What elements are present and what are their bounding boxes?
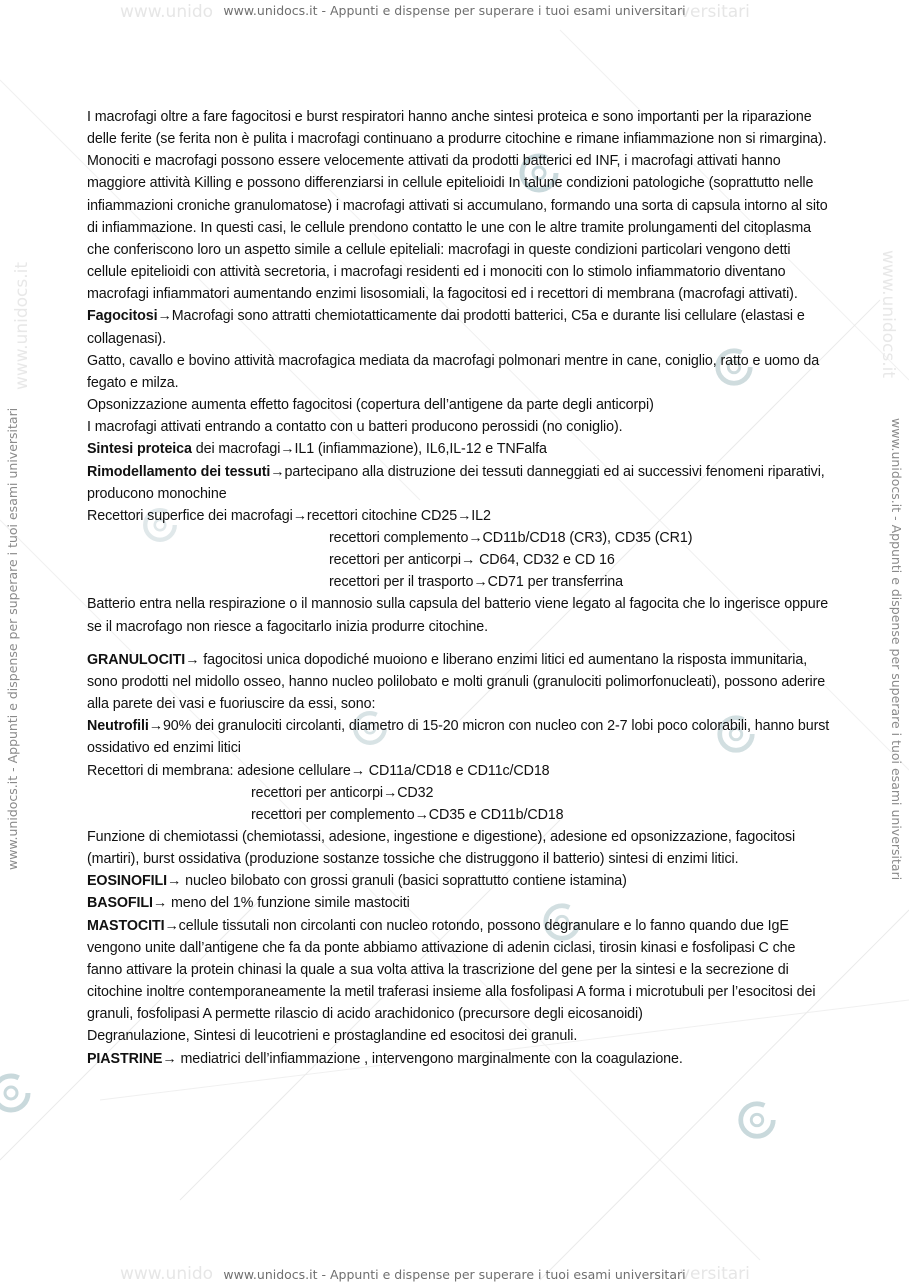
arrow-icon: →: [468, 529, 483, 546]
receptor-line: [87, 549, 832, 571]
arrow-icon: →: [414, 806, 429, 823]
watermark-side-ghost-left: www.unidocs.it: [12, 261, 32, 390]
arrow-icon: →: [148, 718, 163, 735]
arrow-icon: →: [167, 873, 182, 890]
bold-term: PIASTRINE: [87, 1050, 163, 1067]
paragraph: [87, 715, 832, 759]
paragraph: Degranulazione, Sintesi di leucotrieni e prostaglandine ed esocitosi dei granuli.: [87, 1028, 578, 1045]
bold-term: EOSINOFILI: [87, 873, 168, 890]
paragraph: [87, 305, 832, 349]
bold-term: GRANULOCITI: [87, 651, 186, 668]
arrow-icon: →: [185, 651, 200, 668]
arrow-icon: →: [280, 441, 295, 458]
receptor-text: recettori complemento: [329, 529, 469, 546]
arrow-icon: →: [270, 463, 285, 480]
watermark-side-ghost-right: www.unidocs.it: [878, 250, 898, 379]
receptor-line: [87, 760, 832, 782]
receptor-text: recettori per il trasporto: [329, 574, 474, 591]
document-page: www.unido versitari www.unidocs.it - Appunti e dispense per superare i tuoi esami universitari www.unido versitari www.unidocs.it - Appunti e dispense per superare i tuoi esami universitari www.unidocs.it - Appunti e dispense per superare i tuoi esami universitari www.unidocs.it - Appunti e dispense per superare i tuoi esami universitari www.unidocs.it www.unidocs.it I macrofagi oltre a fare fagocitosi e burst respiratori hanno anche sintesi proteica e sono importanti per la riparazione delle ferite (se ferita non è pulita i macrofagi continuano a produrre citochine e rimane infiammazione non si rimargina). Monociti e macrofagi possono essere velocemente attivati da prodotti batterici ed INF, i macrofagi attivati hanno maggiore attività Killing e possono differenziarsi in cellule epitelioidi In talune condizioni patologiche (soprattutto nelle infiammazioni croniche granulomatose) i macrofagi attivati si accumulano, formando una sorta di capsula intorno al sito di infiammazione. In questi casi, le cellule prendono contatto le une con le altre tramite prolungamenti del citoplasma che conferiscono loro un aspetto simile a cellule epiteliali: macrofagi in queste condizioni particolari vengono detti cellule epitelioidi con attività secretoria, i macrofagi residenti ed i monociti con lo stimolo infiammatorio diventano macrofagi infiammatori aumentando enzimi lisosomiali, la fagocitosi ed i recettori di membrana (macrofagi attivati). Fagocitosi→Macrofagi sono attratti chemiotatticamente dai prodotti batterici, C5a e durante lisi cellulare (elastasi e collagenasi). Gatto, cavallo e bovino attività macrofagica mediata da macrofagi polmonari mentre in cane, coniglio, ratto e uomo da fegato e milza. Opsonizzazione aumenta effetto fagocitosi (copertura dell’antigene da parte degli anticorpi) I macrofagi attivati entrando a contatto con u batteri producono perossidi (no coniglio). Sintesi proteica dei macrofagi→IL1 (infiammazione), IL6,IL-12 e TNFalfa Rimodellamento dei tessuti→partecipano alla distruzione dei tessuti danneggiati ed ai successivi fenomeni riparativi, producono monochine Recettori superfice dei macrofagi→recettori citochine CD25→IL2 recettori complemento→CD11b/CD18 (CR3), CD35 (CR1) recettori per anticorpi→ CD64, CD32 e CD 16 recettori per il trasporto→CD71 per transferrina Batterio entra nella respirazione o il mannosio sulla capsula del batterio viene legato al fagocita che lo ingerisce oppure se il macrofago non riesce a fagocitarlo inizia produrre citochine. GRANULOCITI→ fagocitosi unica dopodiché muoiono e liberano enzimi litici ed aumentano la risposta immunitaria, sono prodotti nel midollo osseo, hanno nucleo polilobato e molti granuli (granulociti polimorfonucleati), possono aderire alla parete dei vasi e fuoriuscire da essi, sono: Neutrofili→90% dei granulociti circolanti, diametro di 15-20 micron con nucleo con 2-7 lobi poco colorabili, hanno burst ossidativo ed enzimi litici Recettori di membrana: adesione cellulare→ CD11a/CD18 e CD11c/CD18 recettori per anticorpi→CD32 recettori per complemento→CD35 e CD11b/CD18 Funzione di chemiotassi (chemiotassi, adesione, ingestione e digestione), adesione ed opsonizzazione, fagocitosi (martiri), burst ossidativa (produzione sostanze tossiche che distruggono il batterio) sintesi di enzimi litici. EOSINOFILI→ nucleo bilobato con grossi granuli (basici soprattutto contiene istamina) BASOFILI→ meno del 1% funzione simile mastociti MASTOCITI→cellule tissutali non circolanti con nucleo rotondo, possono degranulare e lo fanno quando due IgE vengono unite dall’antigene che fa da ponte abbiamo attivazione di adenin ciclasi, tirosin kinasi e fosfolipasi C che fanno attivare la protein chinasi la quale a sua volta attiva la trascrizione del gene per la sintesi e la secrezione di citochine inoltre contemporaneamente la metil traferasi insieme alla fosfolipasi A forma i microtubuli per l’esocitosi dei granuli, fosfolipasi A permette rilascio di acido arachidonico (precursore degli eicosanoidi) Degranulazione, Sintesi di leucotrieni e prostaglandine ed esocitosi dei granuli. PIASTRINE→ mediatrici dell’infiammazione , intervengono marginalmente con la coagulazione.: [0, 0, 909, 1286]
paragraph: Batterio entra nella respirazione o il mannosio sulla capsula del batterio viene legato al fagocita che lo ingerisce oppure se il macrofago non riesce a fagocitarlo inizia produrre citochine.: [87, 596, 829, 635]
paragraph: Monociti e macrofagi possono essere velocemente attivati da prodotti batterici ed INF, i macrofagi attivati hanno maggiore attività Killing e possono differenziarsi in cellule epitelioidi In talune condizioni patologiche (soprattutto nelle infiammazioni croniche granulomatose) i macrofagi attivati si accumulano, formando una sorta di capsula intorno al sito di infiammazione. In questi casi, le cellule prendono contatto le une con le altre tramite prolungamenti del citoplasma che conferiscono loro un aspetto simile a cellule epiteliali: macrofagi in queste condizioni particolari vengono detti cellule epitelioidi con attività secretoria, i macrofagi residenti ed i monociti con lo stimolo infiammatorio diventano macrofagi infiammatori aumentando enzimi lisosomiali, la fagocitosi ed i recettori di membrana (macrofagi attivati).: [87, 153, 828, 303]
watermark-banner-top: [0, 3, 909, 18]
arrow-icon: →: [457, 507, 472, 524]
arrow-icon: →: [473, 574, 488, 591]
receptor-line: [87, 505, 832, 527]
receptor-heading: Recettori di membrana: adesione cellulare: [87, 762, 351, 779]
arrow-icon: →: [461, 552, 476, 569]
paragraph: [87, 649, 832, 715]
watermark-text: www.unidocs.it - Appunti e dispense per superare i tuoi esami universitari: [223, 1267, 686, 1282]
unidocs-logo-icon: [0, 1070, 34, 1116]
paragraph-text: mediatrici dell’infiammazione , intervengono marginalmente con la coagulazione.: [176, 1050, 683, 1067]
paragraph-text: partecipano alla distruzione dei tessuti danneggiati ed ai successivi fenomeni riparativi, producono monochine: [87, 463, 825, 502]
paragraph: Funzione di chemiotassi (chemiotassi, adesione, ingestione e digestione), adesione ed opsonizzazione, fagocitosi (martiri), burst ossidativa (produzione sostanze tossiche che distruggono il batterio) sintesi di enzimi litici.: [87, 829, 796, 868]
receptor-line: [87, 782, 832, 804]
arrow-icon: →: [152, 895, 168, 912]
receptor-text: recettori per anticorpi: [251, 784, 383, 801]
paragraph: [87, 438, 832, 460]
receptor-text: recettori citochine CD25: [306, 507, 458, 524]
bold-term: Neutrofili: [87, 718, 149, 735]
arrow-icon: →: [157, 308, 172, 325]
paragraph: [87, 461, 832, 505]
receptor-heading: Recettori superfice dei macrofagi: [87, 507, 293, 524]
paragraph-text: 90% dei granulociti circolanti, diametro di 15-20 micron con nucleo con 2-7 lobi poco colorabili, hanno burst ossidativo ed enzimi litici: [87, 718, 830, 757]
paragraph-text: nucleo bilobato con grossi granuli (basici soprattutto contiene istamina): [181, 873, 627, 890]
paragraph: [87, 915, 832, 1026]
document-body: [87, 106, 832, 1070]
bold-term: BASOFILI: [87, 895, 153, 912]
bold-term: Fagocitosi: [87, 308, 158, 325]
bold-term: MASTOCITI: [87, 917, 165, 934]
paragraph: I macrofagi oltre a fare fagocitosi e burst respiratori hanno anche sintesi proteica e sono importanti per la riparazione delle ferite (se ferita non è pulita i macrofagi continuano a produrre citochine e rimane infiammazione non si rimargina).: [87, 109, 827, 148]
receptor-text: CD11b/CD18 (CR3), CD35 (CR1): [482, 529, 693, 546]
paragraph-text: dei macrofagi: [191, 441, 281, 458]
paragraph-text: Macrofagi sono attratti chemiotatticamente dai prodotti batterici, C5a e durante lisi cellulare (elastasi e collagenasi).: [87, 308, 805, 347]
receptor-text: CD35 e CD11b/CD18: [428, 806, 564, 823]
paragraph: Opsonizzazione aumenta effetto fagocitosi (copertura dell’antigene da parte degli anticorpi): [87, 397, 654, 414]
arrow-icon: →: [164, 917, 179, 934]
paragraph-text: meno del 1% funzione simile mastociti: [167, 895, 410, 912]
receptor-text: CD71 per transferrina: [487, 574, 623, 591]
receptor-line: [87, 571, 832, 593]
arrow-icon: →: [383, 784, 398, 801]
receptor-text: recettori per complemento: [251, 806, 415, 823]
paragraph-gap: [87, 638, 832, 649]
watermark-banner-bottom: [0, 1267, 909, 1282]
receptor-line: [87, 527, 832, 549]
paragraph: [87, 1048, 832, 1070]
receptor-text: CD32: [397, 784, 434, 801]
paragraph: [87, 870, 832, 892]
receptor-line: [87, 804, 832, 826]
paragraph: I macrofagi attivati entrando a contatto con u batteri producono perossidi (no coniglio).: [87, 419, 623, 436]
receptor-text: IL2: [471, 507, 491, 524]
paragraph-text: fagocitosi unica dopodiché muoiono e liberano enzimi litici ed aumentano la risposta immunitaria, sono prodotti nel midollo osseo, hanno nucleo polilobato e molti granuli (granulociti polimorfonucleati), possono aderire alla parete dei vasi e fuoriuscire da essi, sono:: [87, 651, 826, 713]
paragraph: Gatto, cavallo e bovino attività macrofagica mediata da macrofagi polmonari mentre in cane, coniglio, ratto e uomo da fegato e milza.: [87, 352, 820, 391]
watermark-side-left: www.unidocs.it - Appunti e dispense per superare i tuoi esami universitari: [5, 407, 20, 870]
watermark-text: www.unidocs.it - Appunti e dispense per superare i tuoi esami universitari: [223, 3, 686, 18]
unidocs-logo-icon: [735, 1098, 779, 1142]
receptor-text: recettori per anticorpi: [329, 552, 461, 569]
arrow-icon: →: [162, 1050, 177, 1067]
bold-term: Sintesi proteica: [87, 441, 192, 458]
receptor-text: CD64, CD32 e CD 16: [475, 552, 615, 569]
arrow-icon: →: [350, 762, 365, 779]
watermark-side-right: www.unidocs.it - Appunti e dispense per superare i tuoi esami universitari: [889, 418, 904, 881]
paragraph-text: IL1 (infiammazione), IL6,IL-12 e TNFalfa: [294, 441, 547, 458]
bold-term: Rimodellamento dei tessuti: [87, 463, 271, 480]
paragraph-text: cellule tissutali non circolanti con nucleo rotondo, possono degranulare e lo fanno quando due IgE vengono unite dall’antigene che fa da ponte abbiamo attivazione di adenin ciclasi, tirosin kinasi e fosfolipasi C che fanno attivare la protein chinasi la quale a sua volta attiva la trascrizione del gene per la sintesi e la secrezione di citochine inoltre contemporaneamente la metil traferasi insieme alla fosfolipasi A forma i microtubuli per l’esocitosi dei granuli, fosfolipasi A permette rilascio di acido arachidonico (precursore degli eicosanoidi): [87, 917, 816, 1023]
paragraph: [87, 892, 832, 914]
receptor-text: CD11a/CD18 e CD11c/CD18: [364, 762, 550, 779]
arrow-icon: →: [292, 507, 307, 524]
